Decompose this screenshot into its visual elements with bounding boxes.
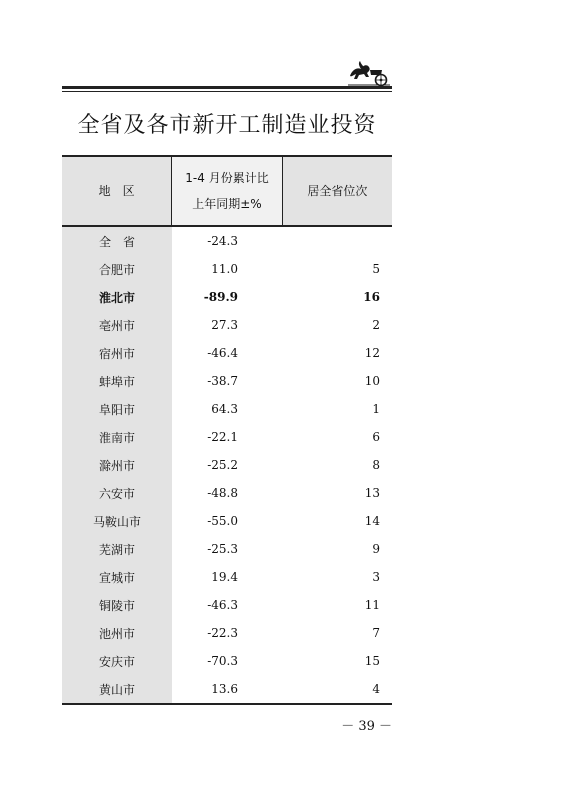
table-row (62, 479, 392, 507)
growth-value: 11.0 (211, 262, 238, 276)
table-row (62, 311, 392, 339)
table-row (62, 339, 392, 367)
growth-value: 19.4 (211, 570, 238, 584)
header-rule-thick (62, 86, 392, 89)
region-name: 合肥市 (98, 262, 135, 277)
region-name: 淮北市 (98, 290, 135, 305)
growth-value: -25.2 (207, 458, 238, 472)
growth-value: -70.3 (207, 654, 238, 668)
province-rank: 8 (372, 458, 380, 472)
province-rank: 3 (372, 570, 380, 584)
growth-value: -38.7 (207, 374, 238, 388)
table-row (62, 647, 392, 675)
province-rank: 9 (372, 542, 380, 556)
province-rank: 4 (372, 682, 380, 696)
header-rank: 居全省位次 (283, 157, 392, 225)
header-growth-line1: 1-4 月份累计比 (185, 171, 269, 185)
growth-value: 27.3 (211, 318, 238, 332)
province-rank: 10 (364, 374, 380, 388)
region-name: 马鞍山市 (92, 514, 141, 529)
region-name: 六安市 (98, 486, 135, 501)
growth-value: -24.3 (207, 234, 238, 248)
header-growth (172, 157, 282, 225)
header-growth-line2: 上年同期±% (192, 197, 262, 211)
region-name: 宿州市 (98, 346, 135, 361)
growth-value: -46.4 (207, 346, 238, 360)
region-name: 池州市 (98, 626, 135, 641)
growth-value: -46.3 (207, 598, 238, 612)
table-row (62, 563, 392, 591)
growth-value: -22.1 (207, 430, 238, 444)
region-name: 淮南市 (98, 430, 135, 445)
table-header (62, 155, 392, 227)
table-row (62, 507, 392, 535)
table-row (62, 255, 392, 283)
region-name: 安庆市 (98, 654, 135, 669)
province-rank: 11 (364, 598, 380, 612)
region-name: 滁州市 (98, 458, 135, 473)
region-name: 黄山市 (98, 682, 135, 697)
table-row (62, 619, 392, 647)
page-title: 全省及各市新开工制造业投资 (77, 113, 377, 138)
growth-value: -89.9 (203, 290, 238, 304)
province-rank: 1 (372, 402, 380, 416)
region-name: 蚌埠市 (98, 374, 135, 389)
region-name: 宣城市 (98, 570, 135, 585)
province-rank: 14 (364, 514, 380, 528)
province-rank: 7 (372, 626, 380, 640)
header-region: 地 区 (62, 157, 172, 225)
region-name: 铜陵市 (98, 598, 135, 613)
growth-value: -22.3 (207, 626, 238, 640)
growth-value: 64.3 (211, 402, 238, 416)
page-number: － 39 － (341, 719, 392, 734)
table-row (62, 451, 392, 479)
province-rank: 16 (363, 290, 380, 304)
growth-value: -48.8 (207, 486, 238, 500)
table-row (62, 395, 392, 423)
growth-value: -55.0 (207, 514, 238, 528)
table-row (62, 367, 392, 395)
table-row (62, 591, 392, 619)
region-name: 亳州市 (98, 318, 135, 333)
region-name: 阜阳市 (98, 402, 135, 417)
investment-table (62, 155, 392, 705)
growth-value: 13.6 (211, 682, 238, 696)
province-rank: 12 (364, 346, 380, 360)
province-rank: 15 (364, 654, 380, 668)
region-name: 芜湖市 (98, 542, 135, 557)
horse-carriage-emblem-icon (346, 58, 392, 88)
table-row (62, 227, 392, 255)
region-name: 全 省 (98, 234, 135, 249)
table-row (62, 423, 392, 451)
province-rank: 6 (372, 430, 380, 444)
table-row (62, 535, 392, 563)
table-body (62, 227, 392, 705)
province-rank: 2 (372, 318, 380, 332)
table-row (62, 675, 392, 703)
province-rank: 13 (364, 486, 380, 500)
growth-value: -25.3 (207, 542, 238, 556)
province-rank: 5 (372, 262, 380, 276)
header-rule-thin (62, 91, 392, 92)
table-row (62, 283, 392, 311)
